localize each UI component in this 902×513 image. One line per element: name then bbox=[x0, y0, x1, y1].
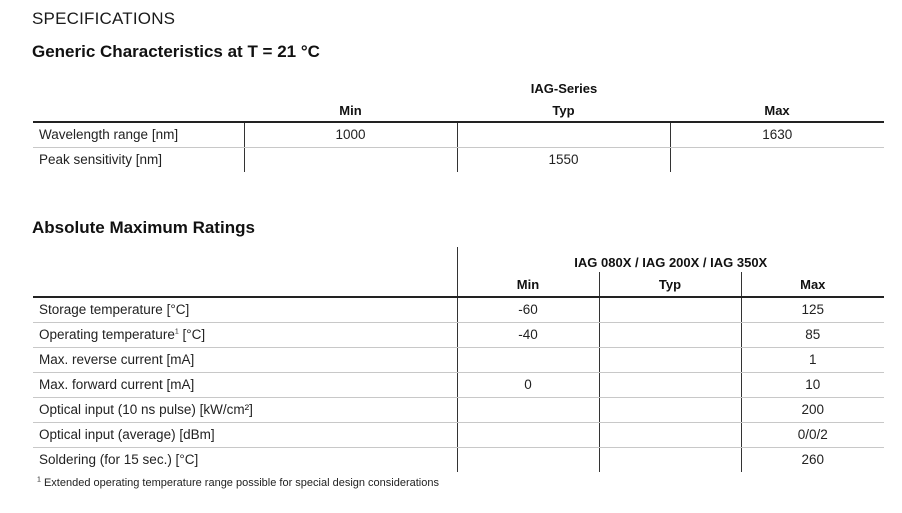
min-value bbox=[244, 147, 457, 172]
typ-value bbox=[599, 447, 741, 472]
typ-value bbox=[599, 347, 741, 372]
table-row bbox=[33, 322, 884, 347]
max-value: 200 bbox=[741, 397, 884, 422]
min-value bbox=[457, 422, 599, 447]
row-label: Soldering (for 15 sec.) [°C] bbox=[39, 452, 199, 468]
series-header: IAG-Series bbox=[530, 80, 598, 96]
table-row bbox=[33, 422, 884, 447]
absolute-max-ratings-title: Absolute Maximum Ratings bbox=[32, 218, 255, 237]
typ-value: 1550 bbox=[457, 147, 670, 172]
max-value: 1630 bbox=[670, 122, 884, 147]
col-typ-header: Typ bbox=[599, 272, 741, 297]
col-typ-header: Typ bbox=[457, 99, 670, 122]
generic-characteristics-table bbox=[33, 77, 884, 172]
table-row bbox=[33, 397, 884, 422]
row-label: Max. reverse current [mA] bbox=[33, 347, 457, 372]
min-value bbox=[457, 397, 599, 422]
typ-value bbox=[599, 322, 741, 347]
footnote-mark: 1 bbox=[174, 328, 179, 336]
row-label: Peak sensitivity [nm] bbox=[39, 152, 163, 168]
max-value: 10 bbox=[741, 372, 884, 397]
min-value: 1000 bbox=[244, 122, 457, 147]
min-value bbox=[457, 447, 599, 472]
min-value: -40 bbox=[457, 322, 599, 347]
col-min-header: Min bbox=[244, 99, 457, 122]
row-label: Optical input (10 ns pulse) [kW/cm²] bbox=[33, 397, 457, 422]
footnote-text: Extended operating temperature range possible for special design considerations bbox=[40, 477, 439, 489]
table-row bbox=[33, 297, 884, 322]
min-value bbox=[457, 347, 599, 372]
col-max-header: Max bbox=[670, 99, 884, 122]
row-label: Max. forward current [mA] bbox=[33, 372, 457, 397]
typ-value bbox=[599, 297, 741, 322]
footnote bbox=[37, 477, 439, 489]
max-value: 0/0/2 bbox=[741, 422, 884, 447]
typ-value bbox=[599, 397, 741, 422]
table-row bbox=[33, 122, 884, 147]
min-value: -60 bbox=[457, 297, 599, 322]
row-label-text: Operating temperature bbox=[39, 327, 175, 342]
row-label: Optical input (average) [dBm] bbox=[33, 422, 457, 447]
table-row bbox=[33, 447, 884, 472]
min-value: 0 bbox=[457, 372, 599, 397]
max-value: 125 bbox=[741, 297, 884, 322]
typ-value bbox=[457, 122, 670, 147]
absolute-max-ratings-table bbox=[33, 247, 884, 472]
col-min-header: Min bbox=[457, 272, 599, 297]
max-value: 1 bbox=[741, 347, 884, 372]
max-value bbox=[670, 147, 884, 172]
table-row bbox=[33, 347, 884, 372]
table-row bbox=[33, 147, 884, 172]
row-label bbox=[33, 322, 457, 347]
page-title: SPECIFICATIONS bbox=[32, 9, 176, 28]
col-max-header: Max bbox=[741, 272, 884, 297]
max-value: 85 bbox=[741, 322, 884, 347]
row-label: Wavelength range [nm] bbox=[33, 122, 244, 147]
typ-value bbox=[599, 372, 741, 397]
row-label-unit: [°C] bbox=[178, 327, 206, 342]
row-label: Storage temperature [°C] bbox=[33, 297, 457, 322]
footnote-mark: 1 bbox=[37, 476, 41, 484]
table-row bbox=[33, 372, 884, 397]
typ-value bbox=[599, 422, 741, 447]
max-value: 260 bbox=[741, 447, 884, 472]
generic-characteristics-title: Generic Characteristics at T = 21 °C bbox=[32, 42, 320, 61]
series-header: IAG 080X / IAG 200X / IAG 350X bbox=[457, 247, 884, 272]
